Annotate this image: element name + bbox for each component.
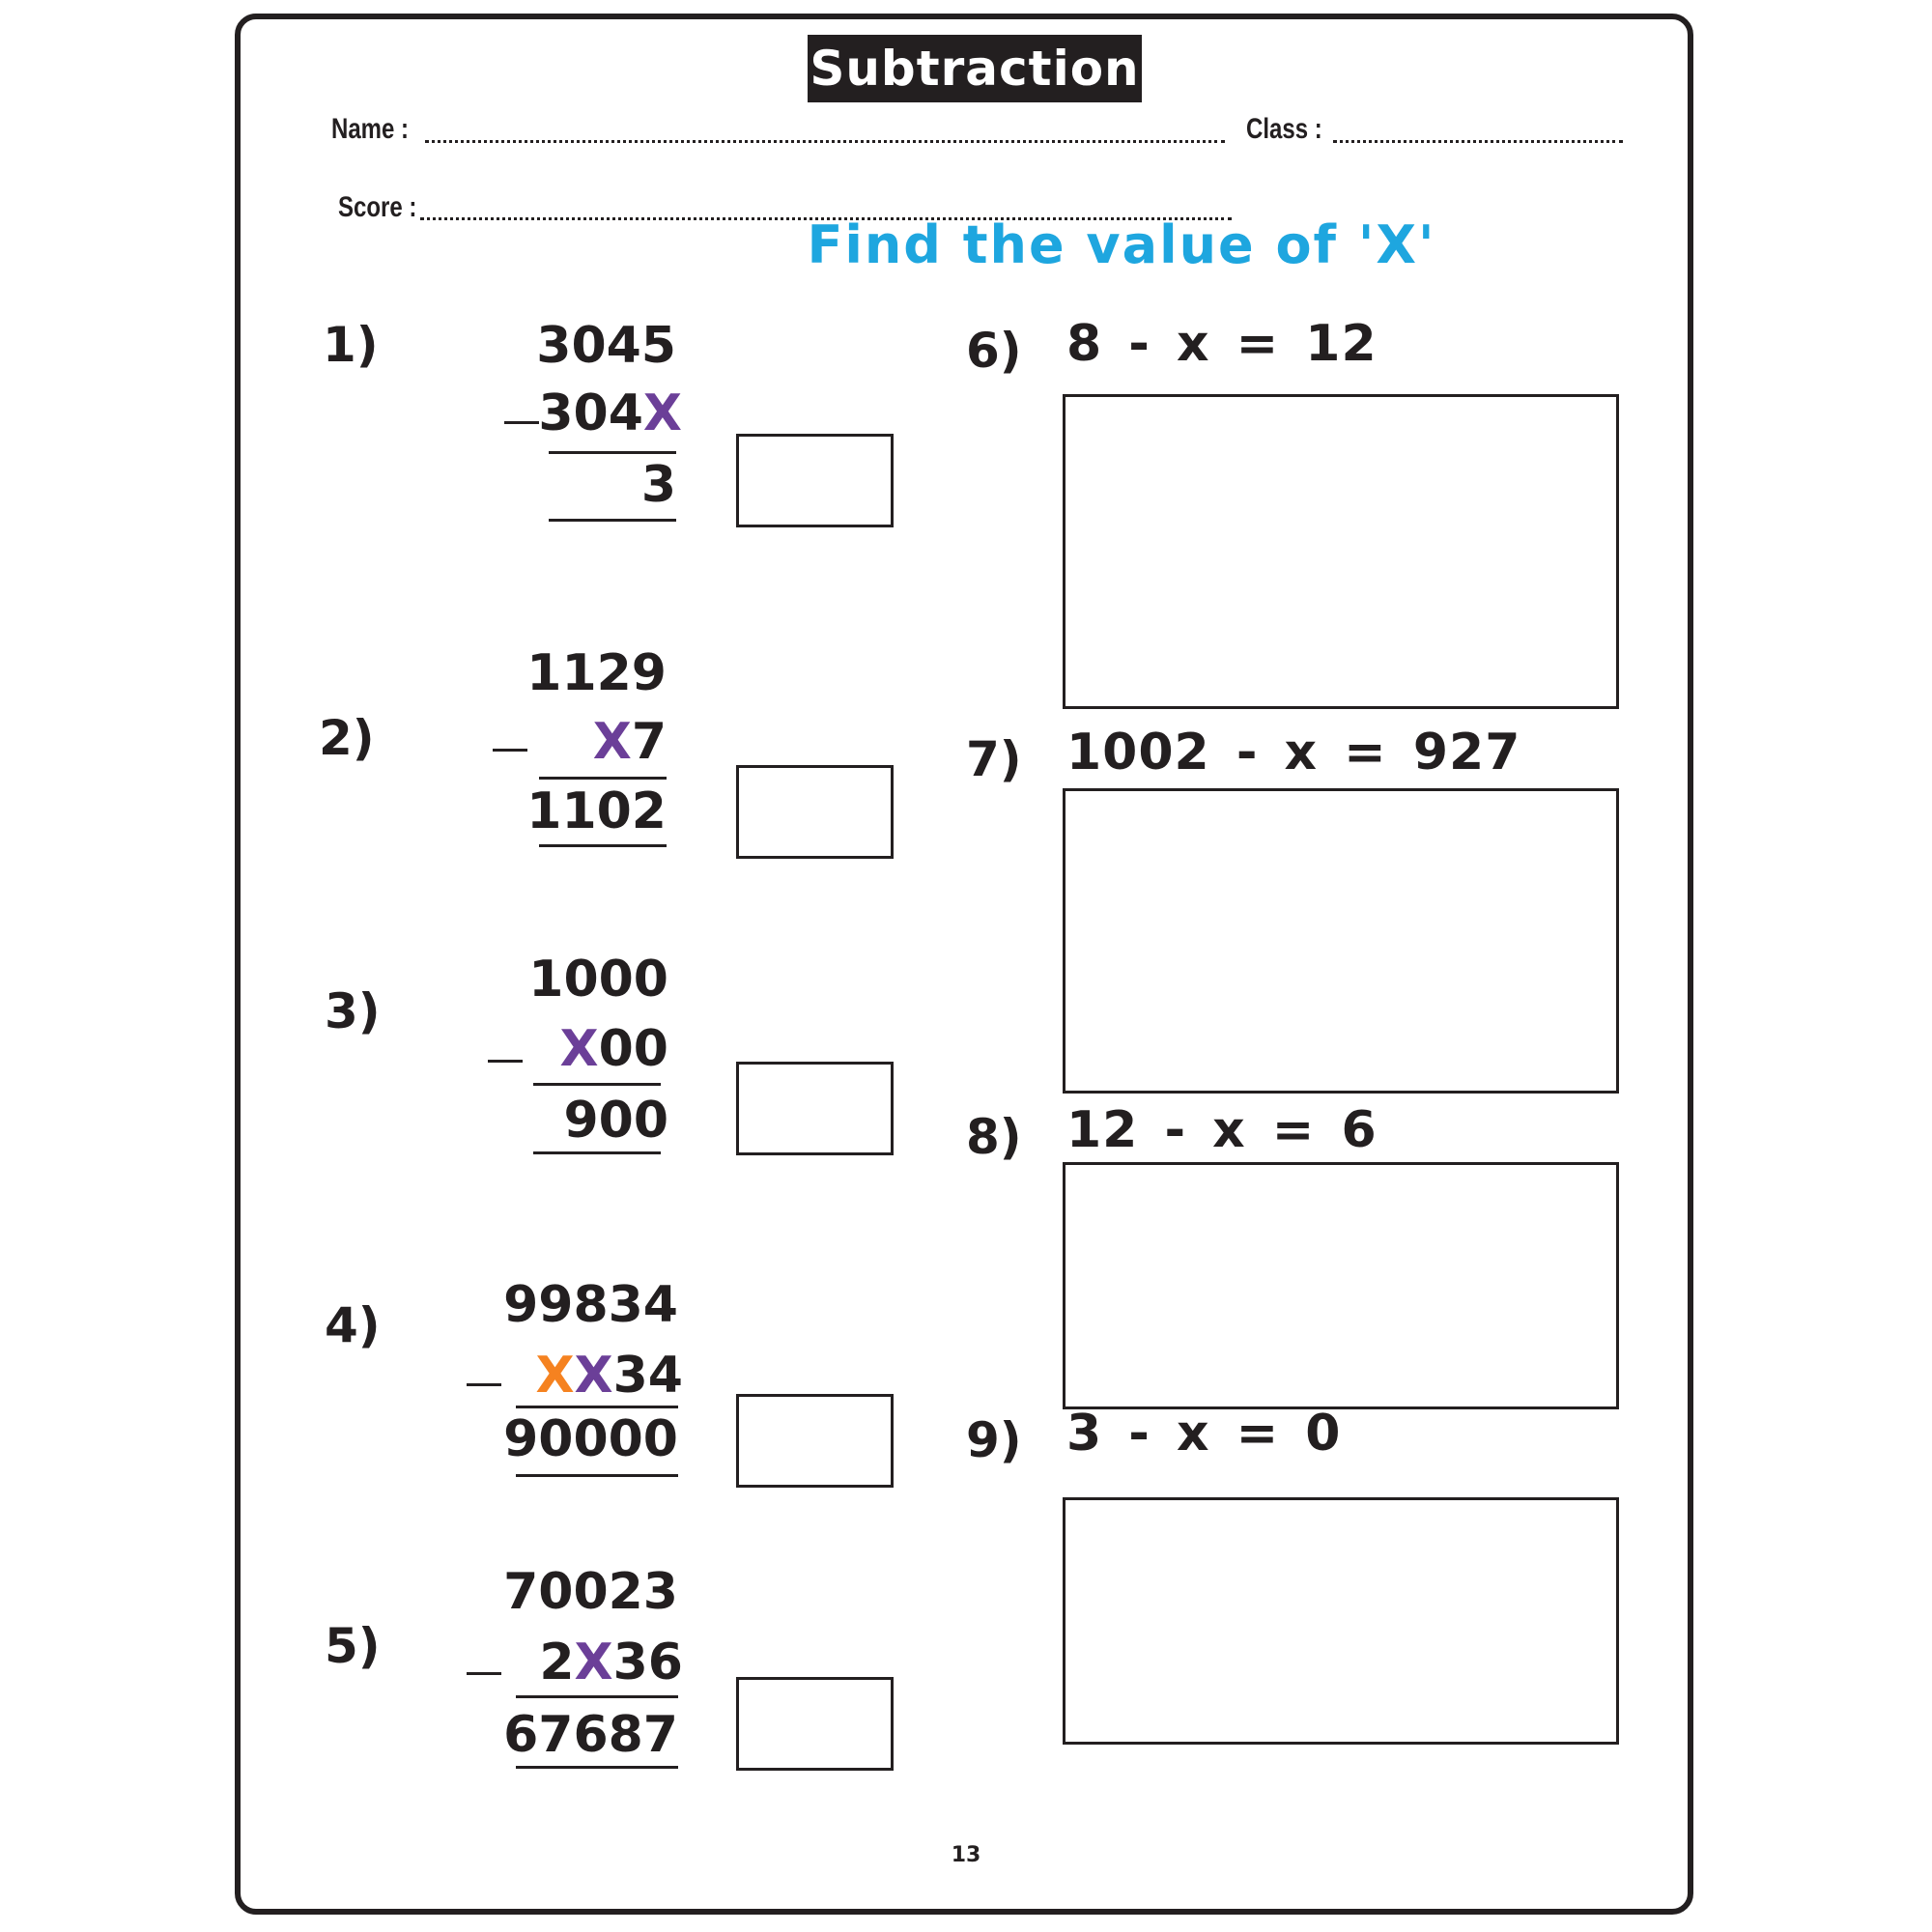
problem-number: 5) [325, 1618, 381, 1674]
sum-line [549, 451, 676, 454]
digits: 304 [538, 384, 643, 442]
minuend: 70023 [503, 1563, 678, 1621]
unknown-digit: X [559, 1020, 599, 1078]
answer-box[interactable] [736, 434, 894, 527]
work-box[interactable] [1063, 788, 1619, 1094]
sum-line [533, 1151, 661, 1154]
minuend: 99834 [503, 1276, 678, 1334]
digits: 00 [598, 1020, 668, 1078]
difference: 900 [563, 1092, 668, 1150]
sum-line [516, 1474, 678, 1477]
equation-text: 8 - x = 12 [1066, 315, 1378, 373]
answer-box[interactable] [736, 1394, 894, 1488]
sum-line [533, 1083, 661, 1086]
equation-text: 3 - x = 0 [1066, 1405, 1342, 1463]
unknown-digit: X [642, 384, 682, 442]
problem-number: 1) [323, 317, 379, 373]
worksheet-title: Subtraction [808, 35, 1142, 102]
sum-line [516, 1766, 678, 1769]
problem-number: 8) [966, 1109, 1022, 1165]
sum-line [516, 1406, 678, 1408]
equation-text: 1002 - x = 927 [1066, 724, 1521, 781]
sum-line [549, 519, 676, 522]
class-field[interactable] [1333, 140, 1623, 143]
class-label: Class : [1246, 113, 1322, 145]
digits: 2 [539, 1634, 575, 1691]
difference: 90000 [503, 1410, 678, 1468]
name-field[interactable] [425, 140, 1225, 143]
problem-number: 7) [966, 731, 1022, 787]
sum-line [539, 777, 667, 780]
answer-box[interactable] [736, 1677, 894, 1771]
problem-number: 6) [966, 323, 1022, 379]
subtrahend [485, 1634, 683, 1691]
unknown-digit: X [592, 713, 632, 771]
digits: 36 [612, 1634, 683, 1691]
answer-box[interactable] [736, 1062, 894, 1155]
work-box[interactable] [1063, 1162, 1619, 1409]
work-box[interactable] [1063, 1497, 1619, 1745]
subtrahend [485, 1347, 683, 1405]
minuend: 1129 [526, 644, 667, 702]
difference: 1102 [526, 782, 667, 840]
instruction-heading: Find the value of 'X' [807, 214, 1436, 275]
difference: 3 [640, 456, 676, 514]
sum-line [516, 1695, 678, 1698]
subtrahend [473, 713, 667, 771]
minuend: 3045 [536, 317, 676, 375]
difference: 67687 [503, 1706, 678, 1764]
unknown-digit: X [574, 1347, 613, 1405]
sum-line [539, 844, 667, 847]
problem-number: 2) [319, 710, 375, 766]
page-number: 13 [951, 1843, 981, 1867]
problem-number: 4) [325, 1297, 381, 1353]
minuend: 1000 [528, 951, 668, 1009]
problem-number: 9) [966, 1412, 1022, 1468]
name-label: Name : [331, 113, 410, 145]
problem-number: 3) [325, 983, 381, 1039]
subtrahend [475, 1020, 668, 1078]
score-label: Score : [338, 191, 417, 223]
unknown-digit: X [535, 1347, 575, 1405]
work-box[interactable] [1063, 394, 1619, 709]
digits: 7 [631, 713, 667, 771]
unknown-digit: X [574, 1634, 613, 1691]
equation-text: 12 - x = 6 [1066, 1101, 1378, 1159]
digits: 34 [612, 1347, 683, 1405]
answer-box[interactable] [736, 765, 894, 859]
subtrahend [483, 384, 682, 442]
